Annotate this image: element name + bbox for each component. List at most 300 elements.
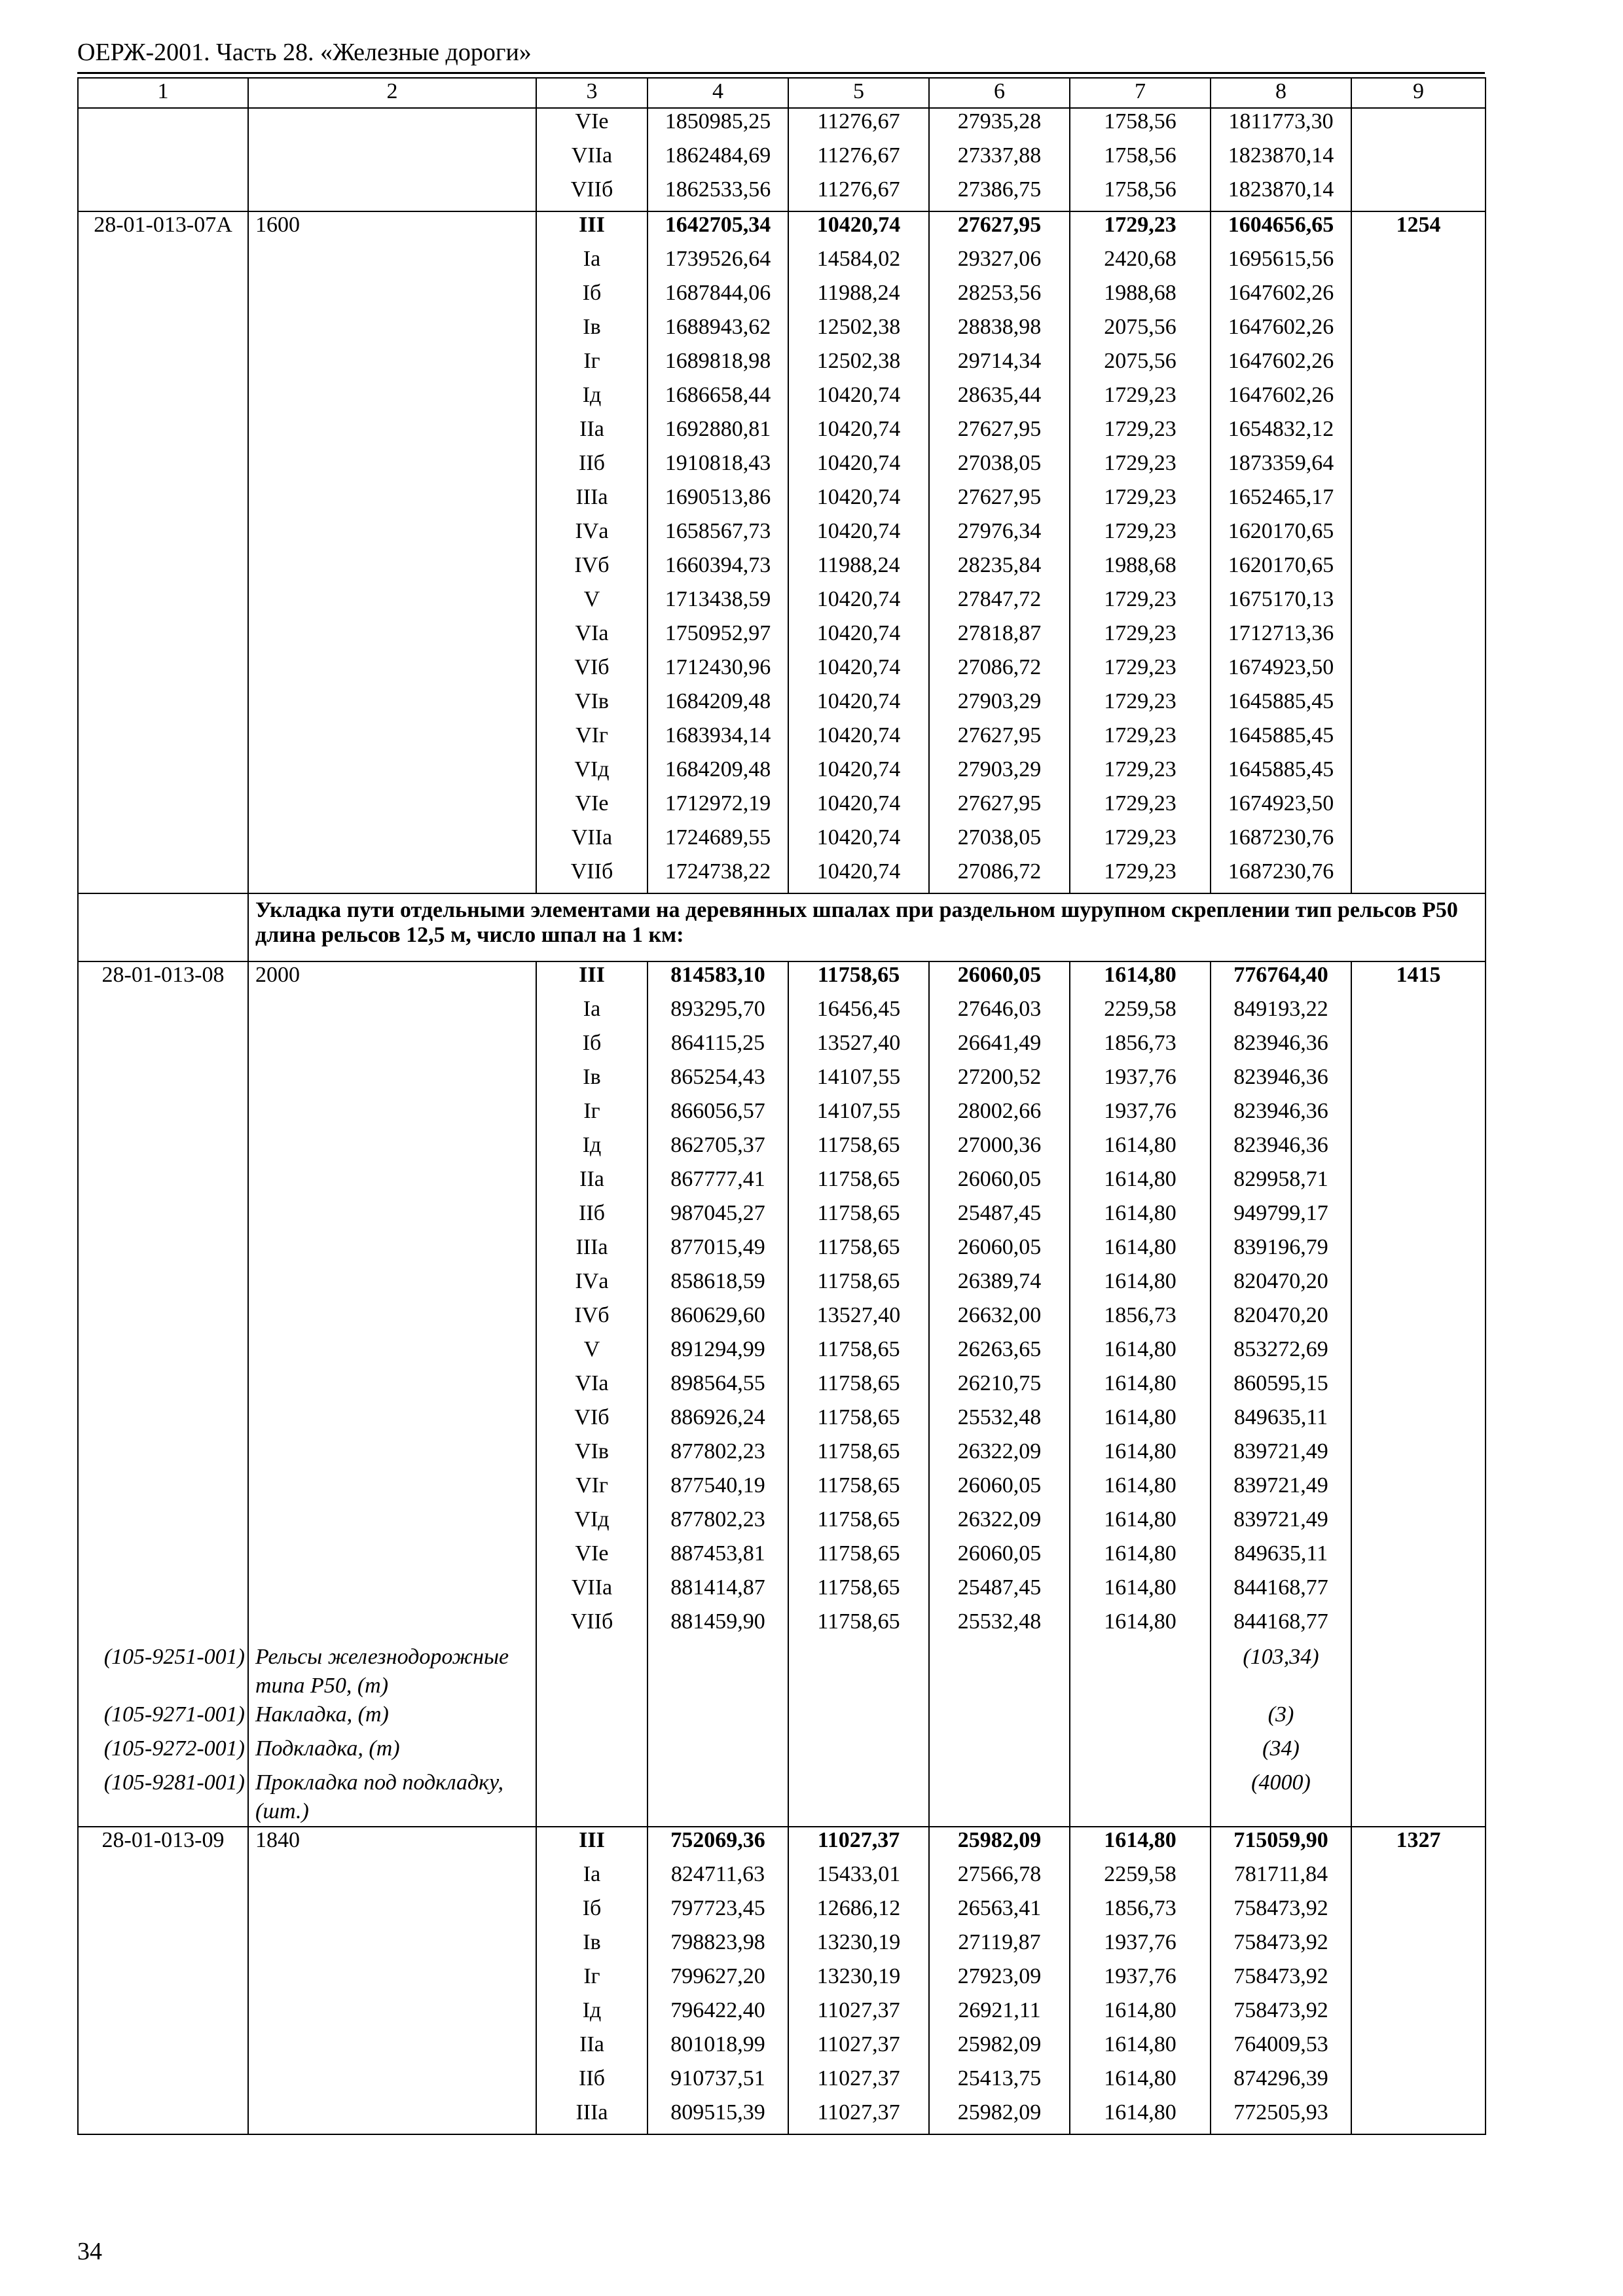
value-cell: 1729,23 [1070, 791, 1211, 825]
zone-cell: Iб [536, 1895, 647, 1929]
rate-code [78, 246, 248, 280]
value-cell: 891294,99 [647, 1336, 788, 1371]
resource-code: (105-9272-001) [78, 1734, 248, 1768]
table-row [78, 1371, 1486, 1405]
rate-code [78, 1473, 248, 1507]
zone-cell: Iб [536, 1030, 647, 1064]
extra-cell [1351, 280, 1486, 314]
value-cell: 1687230,76 [1211, 825, 1351, 859]
value-cell: 1652465,17 [1211, 484, 1351, 518]
zone-cell: Iд [536, 1132, 647, 1166]
extra-cell [1351, 655, 1486, 689]
value-cell: 13230,19 [788, 1929, 929, 1964]
zone-cell: IVа [536, 518, 647, 552]
value-cell: 27566,78 [929, 1861, 1070, 1895]
value-cell: 27923,09 [929, 1964, 1070, 1998]
value-cell: 1729,23 [1070, 689, 1211, 723]
sleepers-count [248, 586, 536, 620]
value-cell: 11988,24 [788, 280, 929, 314]
rate-code [78, 825, 248, 859]
value-cell: 16456,45 [788, 996, 929, 1030]
value-cell: 849635,11 [1211, 1541, 1351, 1575]
value-cell: 11027,37 [788, 2066, 929, 2100]
value-cell: 10420,74 [788, 791, 929, 825]
value-cell: 27627,95 [929, 791, 1070, 825]
value-cell: 1614,80 [1070, 1405, 1211, 1439]
value-cell: 1937,76 [1070, 1098, 1211, 1132]
table-row [78, 177, 1486, 211]
zone-cell: IIа [536, 2032, 647, 2066]
value-cell: 1614,80 [1070, 2032, 1211, 2066]
zone-cell: Iг [536, 1964, 647, 1998]
extra-cell [1351, 2032, 1486, 2066]
value-cell: 10420,74 [788, 859, 929, 893]
value-cell: 26632,00 [929, 1302, 1070, 1336]
table-row [78, 314, 1486, 348]
value-cell: 1687230,76 [1211, 859, 1351, 893]
empty-cell [1070, 1643, 1211, 1700]
value-cell: 27627,95 [929, 416, 1070, 450]
value-cell: 11276,67 [788, 143, 929, 177]
rate-code [78, 2032, 248, 2066]
value-cell: 1684209,48 [647, 689, 788, 723]
empty-cell [647, 1734, 788, 1768]
extra-cell [1351, 1234, 1486, 1268]
table-row [78, 552, 1486, 586]
table-row [78, 1439, 1486, 1473]
value-cell: 26921,11 [929, 1998, 1070, 2032]
value-cell: 1604656,65 [1211, 211, 1351, 246]
zone-cell: VIд [536, 1507, 647, 1541]
value-cell: 1850985,25 [647, 108, 788, 143]
sleepers-count [248, 1609, 536, 1643]
extra-cell [1351, 1609, 1486, 1643]
value-cell: 893295,70 [647, 996, 788, 1030]
empty-cell [536, 1700, 647, 1734]
value-cell: 772505,93 [1211, 2100, 1351, 2134]
extra-cell [1351, 484, 1486, 518]
sleepers-count [248, 723, 536, 757]
extra-cell [1351, 1336, 1486, 1371]
value-cell: 752069,36 [647, 1827, 788, 1861]
rate-code [78, 1541, 248, 1575]
sleepers-count: 1600 [248, 211, 536, 246]
table-row [78, 1336, 1486, 1371]
value-cell: 11276,67 [788, 177, 929, 211]
resource-row [78, 1643, 1486, 1700]
sleepers-count [248, 1268, 536, 1302]
value-cell: 1614,80 [1070, 2100, 1211, 2134]
rate-code [78, 1200, 248, 1234]
value-cell: 26060,05 [929, 1541, 1070, 1575]
table-row [78, 450, 1486, 484]
value-cell: 1647602,26 [1211, 314, 1351, 348]
sleepers-count [248, 280, 536, 314]
extra-cell [1351, 1200, 1486, 1234]
rate-code [78, 416, 248, 450]
extra-cell [1351, 1030, 1486, 1064]
value-cell: 15433,01 [788, 1861, 929, 1895]
rate-code [78, 1929, 248, 1964]
sleepers-count [248, 518, 536, 552]
rate-code [78, 1895, 248, 1929]
resource-name: Подкладка, (т) [248, 1734, 536, 1768]
resource-row [78, 1734, 1486, 1768]
value-cell: 26060,05 [929, 1234, 1070, 1268]
value-cell: 839721,49 [1211, 1473, 1351, 1507]
value-cell: 886926,24 [647, 1405, 788, 1439]
value-cell: 27119,87 [929, 1929, 1070, 1964]
value-cell: 27038,05 [929, 825, 1070, 859]
value-cell: 1856,73 [1070, 1895, 1211, 1929]
rate-code [78, 518, 248, 552]
value-cell: 844168,77 [1211, 1575, 1351, 1609]
value-cell: 27627,95 [929, 484, 1070, 518]
resource-name: Накладка, (т) [248, 1700, 536, 1734]
value-cell: 1675170,13 [1211, 586, 1351, 620]
value-cell: 14584,02 [788, 246, 929, 280]
value-cell: 1729,23 [1070, 620, 1211, 655]
value-cell: 1660394,73 [647, 552, 788, 586]
empty-cell [1351, 1768, 1486, 1827]
value-cell: 25487,45 [929, 1575, 1070, 1609]
value-cell: 858618,59 [647, 1268, 788, 1302]
value-cell: 1910818,43 [647, 450, 788, 484]
extra-cell: 1254 [1351, 211, 1486, 246]
rate-code [78, 1234, 248, 1268]
value-cell: 27935,28 [929, 108, 1070, 143]
value-cell: 1695615,56 [1211, 246, 1351, 280]
resource-qty: (34) [1211, 1734, 1351, 1768]
value-cell: 758473,92 [1211, 1929, 1351, 1964]
sleepers-count [248, 1302, 536, 1336]
value-cell: 27086,72 [929, 655, 1070, 689]
column-number: 2 [248, 78, 536, 108]
empty-cell [1351, 1700, 1486, 1734]
sleepers-count [248, 1964, 536, 1998]
extra-cell [1351, 1268, 1486, 1302]
value-cell: 25413,75 [929, 2066, 1070, 2100]
zone-cell: VIг [536, 723, 647, 757]
value-cell: 25487,45 [929, 1200, 1070, 1234]
value-cell: 849193,22 [1211, 996, 1351, 1030]
table-row [78, 1507, 1486, 1541]
value-cell: 26641,49 [929, 1030, 1070, 1064]
value-cell: 865254,43 [647, 1064, 788, 1098]
value-cell: 824711,63 [647, 1861, 788, 1895]
value-cell: 27200,52 [929, 1064, 1070, 1098]
section-title: Укладка пути отдельными элементами на деревянных шпалах при раздельном шурупном скреплении тип рельсов Р50 длина рельсов 12,5 м, число шпал на 1 км: [248, 893, 1486, 961]
extra-cell [1351, 246, 1486, 280]
zone-cell: IIIа [536, 1234, 647, 1268]
value-cell: 27976,34 [929, 518, 1070, 552]
value-cell: 987045,27 [647, 1200, 788, 1234]
zone-cell: V [536, 586, 647, 620]
empty-cell [929, 1700, 1070, 1734]
value-cell: 758473,92 [1211, 1998, 1351, 2032]
value-cell: 11758,65 [788, 1132, 929, 1166]
extra-cell [1351, 859, 1486, 893]
value-cell: 1645885,45 [1211, 723, 1351, 757]
zone-cell: VIIб [536, 859, 647, 893]
sleepers-count [248, 1405, 536, 1439]
value-cell: 27038,05 [929, 450, 1070, 484]
sleepers-count [248, 825, 536, 859]
value-cell: 715059,90 [1211, 1827, 1351, 1861]
table-row [78, 2100, 1486, 2134]
value-cell: 27000,36 [929, 1132, 1070, 1166]
table-row [78, 211, 1486, 246]
sleepers-count [248, 2066, 536, 2100]
table-row [78, 1998, 1486, 2032]
table-row [78, 1541, 1486, 1575]
value-cell: 11027,37 [788, 1827, 929, 1861]
table-row [78, 1895, 1486, 1929]
value-cell: 10420,74 [788, 450, 929, 484]
rate-code [78, 1439, 248, 1473]
value-cell: 1620170,65 [1211, 552, 1351, 586]
extra-cell [1351, 620, 1486, 655]
table-row [78, 2032, 1486, 2066]
empty-cell [536, 1734, 647, 1768]
value-cell: 11758,65 [788, 1200, 929, 1234]
sleepers-count [248, 552, 536, 586]
value-cell: 796422,40 [647, 1998, 788, 2032]
value-cell: 1729,23 [1070, 655, 1211, 689]
zone-cell: Iа [536, 996, 647, 1030]
extra-cell: 1415 [1351, 961, 1486, 996]
empty-cell [536, 1768, 647, 1827]
extra-cell [1351, 1541, 1486, 1575]
table-row [78, 655, 1486, 689]
sleepers-count [248, 1030, 536, 1064]
sleepers-count [248, 1439, 536, 1473]
sleepers-count [248, 1132, 536, 1166]
sleepers-count [248, 314, 536, 348]
sleepers-count [248, 1064, 536, 1098]
table-row [78, 518, 1486, 552]
value-cell: 1614,80 [1070, 1132, 1211, 1166]
value-cell: 1758,56 [1070, 143, 1211, 177]
value-cell: 823946,36 [1211, 1132, 1351, 1166]
table-row [78, 1166, 1486, 1200]
table-row [78, 416, 1486, 450]
value-cell: 1614,80 [1070, 1166, 1211, 1200]
zone-cell: IVб [536, 1302, 647, 1336]
rate-code [78, 552, 248, 586]
value-cell: 829958,71 [1211, 1166, 1351, 1200]
table-row [78, 1098, 1486, 1132]
value-cell: 10420,74 [788, 382, 929, 416]
sleepers-count [248, 1575, 536, 1609]
value-cell: 797723,45 [647, 1895, 788, 1929]
value-cell: 25532,48 [929, 1609, 1070, 1643]
zone-cell: IIIа [536, 2100, 647, 2134]
value-cell: 853272,69 [1211, 1336, 1351, 1371]
zone-cell: VIе [536, 108, 647, 143]
extra-cell [1351, 689, 1486, 723]
rate-code [78, 280, 248, 314]
table-row [78, 859, 1486, 893]
value-cell: 898564,55 [647, 1371, 788, 1405]
table-row [78, 961, 1486, 996]
extra-cell [1351, 1439, 1486, 1473]
sleepers-count [248, 1166, 536, 1200]
value-cell: 1729,23 [1070, 416, 1211, 450]
rate-code [78, 348, 248, 382]
value-cell: 27646,03 [929, 996, 1070, 1030]
sleepers-count [248, 2032, 536, 2066]
extra-cell [1351, 1166, 1486, 1200]
empty-cell [1070, 1734, 1211, 1768]
value-cell: 26389,74 [929, 1268, 1070, 1302]
value-cell: 1712972,19 [647, 791, 788, 825]
value-cell: 1729,23 [1070, 859, 1211, 893]
zone-cell: IIб [536, 450, 647, 484]
value-cell: 1729,23 [1070, 211, 1211, 246]
value-cell: 1614,80 [1070, 1473, 1211, 1507]
zone-cell: VIб [536, 1405, 647, 1439]
empty-cell [929, 1768, 1070, 1827]
value-cell: 10420,74 [788, 620, 929, 655]
value-cell: 10420,74 [788, 416, 929, 450]
empty-cell [536, 1643, 647, 1700]
value-cell: 758473,92 [1211, 1964, 1351, 1998]
zone-cell: VIIб [536, 177, 647, 211]
value-cell: 1758,56 [1070, 177, 1211, 211]
extra-cell [1351, 348, 1486, 382]
resource-code: (105-9281-001) [78, 1768, 248, 1827]
resource-code: (105-9251-001) [78, 1643, 248, 1700]
extra-cell [1351, 1895, 1486, 1929]
sleepers-count [248, 1473, 536, 1507]
value-cell: 1713438,59 [647, 586, 788, 620]
table-row [78, 348, 1486, 382]
value-cell: 11758,65 [788, 1473, 929, 1507]
value-cell: 877540,19 [647, 1473, 788, 1507]
extra-cell [1351, 1405, 1486, 1439]
value-cell: 1729,23 [1070, 723, 1211, 757]
rate-code [78, 1998, 248, 2032]
empty-cell [647, 1700, 788, 1734]
value-cell: 10420,74 [788, 211, 929, 246]
zone-cell: IVб [536, 552, 647, 586]
table-row [78, 620, 1486, 655]
value-cell: 839721,49 [1211, 1439, 1351, 1473]
value-cell: 27903,29 [929, 689, 1070, 723]
value-cell: 10420,74 [788, 655, 929, 689]
zone-cell: VIIб [536, 1609, 647, 1643]
sleepers-count [248, 348, 536, 382]
extra-cell [1351, 177, 1486, 211]
value-cell: 1689818,98 [647, 348, 788, 382]
zone-cell: VIIа [536, 143, 647, 177]
zone-cell: III [536, 961, 647, 996]
value-cell: 11758,65 [788, 1166, 929, 1200]
rate-code [78, 1609, 248, 1643]
zone-cell: IIб [536, 1200, 647, 1234]
value-cell: 866056,57 [647, 1098, 788, 1132]
value-cell: 1614,80 [1070, 1827, 1211, 1861]
value-cell: 28235,84 [929, 552, 1070, 586]
sleepers-count [248, 382, 536, 416]
value-cell: 1937,76 [1070, 1064, 1211, 1098]
sleepers-count [248, 757, 536, 791]
value-cell: 1739526,64 [647, 246, 788, 280]
sleepers-count [248, 450, 536, 484]
value-cell: 1688943,62 [647, 314, 788, 348]
value-cell: 26060,05 [929, 1166, 1070, 1200]
extra-cell [1351, 108, 1486, 143]
empty-cell [929, 1643, 1070, 1700]
table-row [78, 1268, 1486, 1302]
sleepers-count [248, 859, 536, 893]
value-cell: 12502,38 [788, 314, 929, 348]
value-cell: 1614,80 [1070, 1541, 1211, 1575]
value-cell: 1614,80 [1070, 1268, 1211, 1302]
value-cell: 1620170,65 [1211, 518, 1351, 552]
value-cell: 877802,23 [647, 1439, 788, 1473]
empty-cell [788, 1643, 929, 1700]
rate-code [78, 1507, 248, 1541]
value-cell: 26322,09 [929, 1439, 1070, 1473]
value-cell: 1750952,97 [647, 620, 788, 655]
extra-cell [1351, 1998, 1486, 2032]
value-cell: 1988,68 [1070, 552, 1211, 586]
value-cell: 1873359,64 [1211, 450, 1351, 484]
rate-code [78, 1371, 248, 1405]
value-cell: 1654832,12 [1211, 416, 1351, 450]
rate-code [78, 620, 248, 655]
value-cell: 801018,99 [647, 2032, 788, 2066]
rate-code [78, 1861, 248, 1895]
column-number: 1 [78, 78, 248, 108]
value-cell: 887453,81 [647, 1541, 788, 1575]
extra-cell [1351, 1929, 1486, 1964]
value-cell: 26563,41 [929, 1895, 1070, 1929]
column-number: 4 [647, 78, 788, 108]
value-cell: 764009,53 [1211, 2032, 1351, 2066]
sleepers-count [248, 1336, 536, 1371]
value-cell: 877802,23 [647, 1507, 788, 1541]
value-cell: 28253,56 [929, 280, 1070, 314]
value-cell: 1988,68 [1070, 280, 1211, 314]
empty-cell [788, 1700, 929, 1734]
rate-code [78, 450, 248, 484]
rate-code [78, 382, 248, 416]
value-cell: 1658567,73 [647, 518, 788, 552]
table-row [78, 143, 1486, 177]
value-cell: 1712430,96 [647, 655, 788, 689]
zone-cell: IVа [536, 1268, 647, 1302]
value-cell: 13230,19 [788, 1964, 929, 1998]
value-cell: 25532,48 [929, 1405, 1070, 1439]
rate-code [78, 1336, 248, 1371]
value-cell: 10420,74 [788, 825, 929, 859]
value-cell: 1684209,48 [647, 757, 788, 791]
value-cell: 27627,95 [929, 723, 1070, 757]
value-cell: 13527,40 [788, 1030, 929, 1064]
rate-code [78, 1302, 248, 1336]
rate-code [78, 143, 248, 177]
table-row [78, 1609, 1486, 1643]
value-cell: 1687844,06 [647, 280, 788, 314]
value-cell: 10420,74 [788, 757, 929, 791]
value-cell: 1614,80 [1070, 1998, 1211, 2032]
rate-code [78, 1964, 248, 1998]
value-cell: 11758,65 [788, 1541, 929, 1575]
zone-cell: Iа [536, 1861, 647, 1895]
